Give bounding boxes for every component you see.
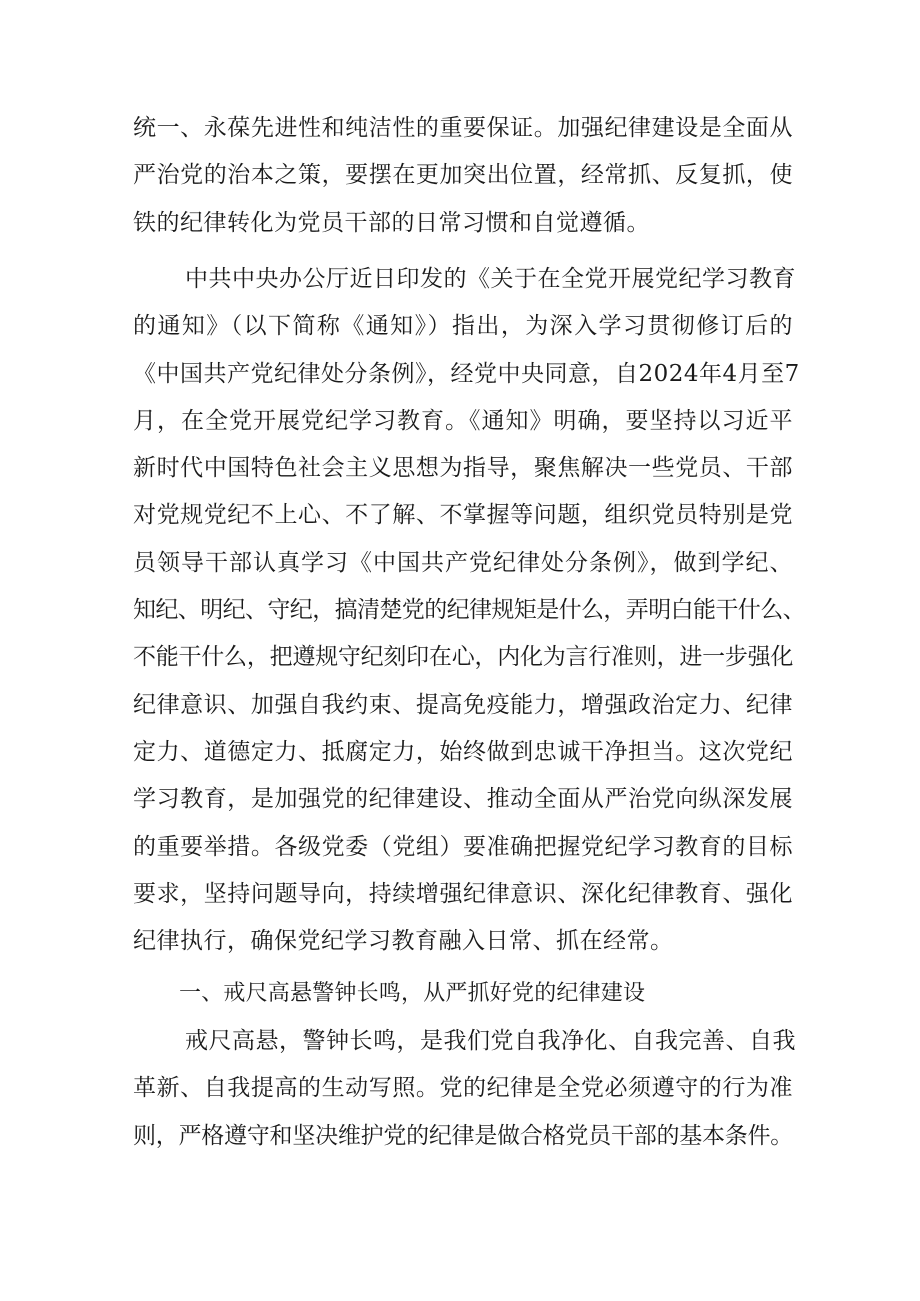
paragraph-line: 不能干什么，把遵规守纪刻印在心，内化为言行准则，进一步强化: [133, 644, 793, 671]
paragraph-line: 知纪、明纪、守纪，搞清楚党的纪律规矩是什么，弄明白能干什么、: [133, 597, 806, 624]
paragraph-line: 铁的纪律转化为党员干部的日常习惯和自觉遵循。: [133, 209, 650, 236]
paragraph-section-1: [133, 1018, 796, 1160]
paragraph-line: 严治党的治本之策，要摆在更加突出位置，经常抓、反复抓，使: [133, 162, 793, 189]
paragraph-line: 纪律执行，确保党纪学习教育融入日常、抓在经常。: [133, 928, 674, 955]
paragraph-line: 纪律意识、加强自我约束、提高免疫能力，增强政治定力、纪律: [133, 691, 793, 718]
paragraph-line: 对党规党纪不上心、不了解、不掌握等问题，组织党员特别是党: [133, 502, 793, 529]
paragraph-line: 的重要举措。各级党委（党组）要准确把握党纪学习教育的目标: [133, 833, 793, 860]
paragraph-line: 中共中央办公厅近日印发的《关于在全党开展党纪学习教育: [185, 266, 796, 292]
paragraph-line: 革新、自我提高的生动写照。党的纪律是全党必须遵守的行为准: [133, 1075, 793, 1102]
paragraph-line: 定力、道德定力、抵腐定力，始终做到忠诚干净担当。这次党纪: [133, 738, 793, 765]
paragraph-notice: [133, 256, 806, 965]
paragraph-line: 的通知》（以下简称《通知》）指出，为深入学习贯彻修订后的: [133, 313, 793, 340]
paragraph-line: 月，在全党开展党纪学习教育。《通知》明确，要坚持以习近平: [133, 407, 793, 434]
paragraph-line: 统一、永葆先进性和纯洁性的重要保证。加强纪律建设是全面从: [133, 115, 793, 141]
section-heading: [133, 970, 793, 1017]
paragraph-line: 学习教育，是加强党的纪律建设、推动全面从严治党向纵深发展: [133, 786, 793, 813]
paragraph-line: 员领导干部认真学习《中国共产党纪律处分条例》，做到学纪、: [133, 549, 793, 576]
paragraph-continued: [133, 105, 793, 247]
paragraph-line: 新时代中国特色社会主义思想为指导，聚焦解决一些党员、干部: [133, 455, 793, 482]
paragraph-line: 《中国共产党纪律处分条例》，经党中央同意，自2024年4月至7: [133, 360, 800, 387]
paragraph-line: 戒尺高悬，警钟长鸣，是我们党自我净化、自我完善、自我: [185, 1028, 796, 1054]
section-heading-text: 一、戒尺高悬警钟长鸣，从严抓好党的纪律建设: [179, 981, 646, 1006]
paragraph-line: 则，严格遵守和坚决维护党的纪律是做合格党员干部的基本条件。: [133, 1122, 793, 1149]
paragraph-line: 要求，坚持问题导向，持续增强纪律意识、深化纪律教育、强化: [133, 880, 793, 907]
